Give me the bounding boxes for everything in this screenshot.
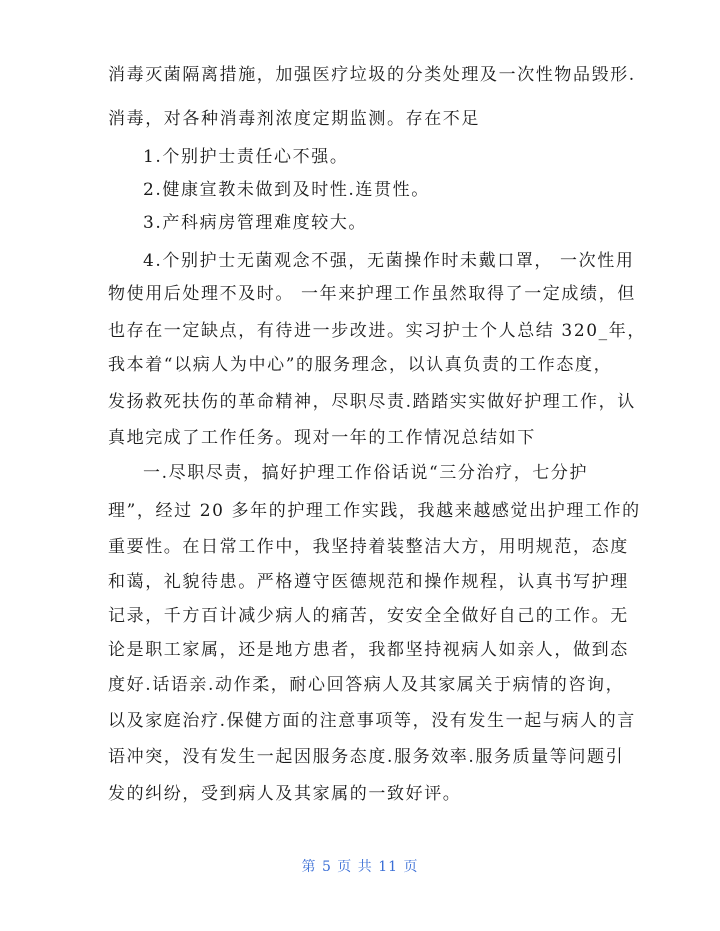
- body-line-18: 以及家庭治疗.保健方面的注意事项等，没有发生一起与病人的言: [108, 711, 636, 731]
- body-line-7: 也存在一定缺点，有待进一步改进。实习护士个人总结 320_年，: [108, 321, 646, 341]
- body-line-20: 发的纠纷，受到病人及其家属的一致好评。: [108, 784, 462, 804]
- body-line-9: 发扬救死扶伤的革命精神，尽职尽责.踏踏实实做好护理工作，认: [108, 392, 636, 412]
- body-line-2: 消毒，对各种消毒剂浓度定期监测。存在不足: [108, 109, 480, 129]
- list-item-1: 1.个别护士责任心不强。: [143, 147, 349, 167]
- list-item-2: 2.健康宣教未做到及时性.连贯性。: [143, 180, 430, 200]
- page-number-footer: 第 5 页 共 11 页: [301, 859, 419, 875]
- body-line-8: 我本着“以病人为中心”的服务理念，以认真负责的工作态度，: [108, 355, 613, 375]
- list-item-4: 4.个别护士无菌观念不强，无菌操作时未戴口罩， 一次性用: [143, 251, 635, 271]
- body-line-16: 论是职工家属，还是地方患者，我都坚持视病人如亲人，做到态: [108, 640, 629, 660]
- body-line-13: 重要性。在日常工作中，我坚持着装整洁大方，用明规范，态度: [108, 537, 629, 557]
- body-line-10: 真地完成了工作任务。现对一年的工作情况总结如下: [108, 428, 536, 448]
- section-heading-line: 一.尽职尽责，搞好护理工作俗话说“三分治疗，七分护: [143, 463, 589, 483]
- body-line-19: 语冲突，没有发生一起因服务态度.服务效率.服务质量等问题引: [108, 747, 625, 767]
- body-line-15: 记录，千方百计减少病人的痛苦，安安全全做好自己的工作。无: [108, 606, 629, 626]
- body-line-12: 理”，经过 20 多年的护理工作实践，我越来越感觉出护理工作的: [108, 501, 641, 521]
- list-item-3: 3.产科病房管理难度较大。: [143, 213, 368, 233]
- body-line-17: 度好.话语亲.动作柔，耐心回答病人及其家属关于病情的咨询，: [108, 675, 625, 695]
- body-line-1: 消毒灭菌隔离措施，加强医疗垃圾的分类处理及一次性物品毁形.: [108, 65, 636, 85]
- body-line-14: 和蔼，礼貌待患。严格遵守医德规范和操作规程，认真书写护理: [108, 572, 629, 592]
- body-line-6: 物使用后处理不及时。 一年来护理工作虽然取得了一定成绩，但: [108, 284, 636, 304]
